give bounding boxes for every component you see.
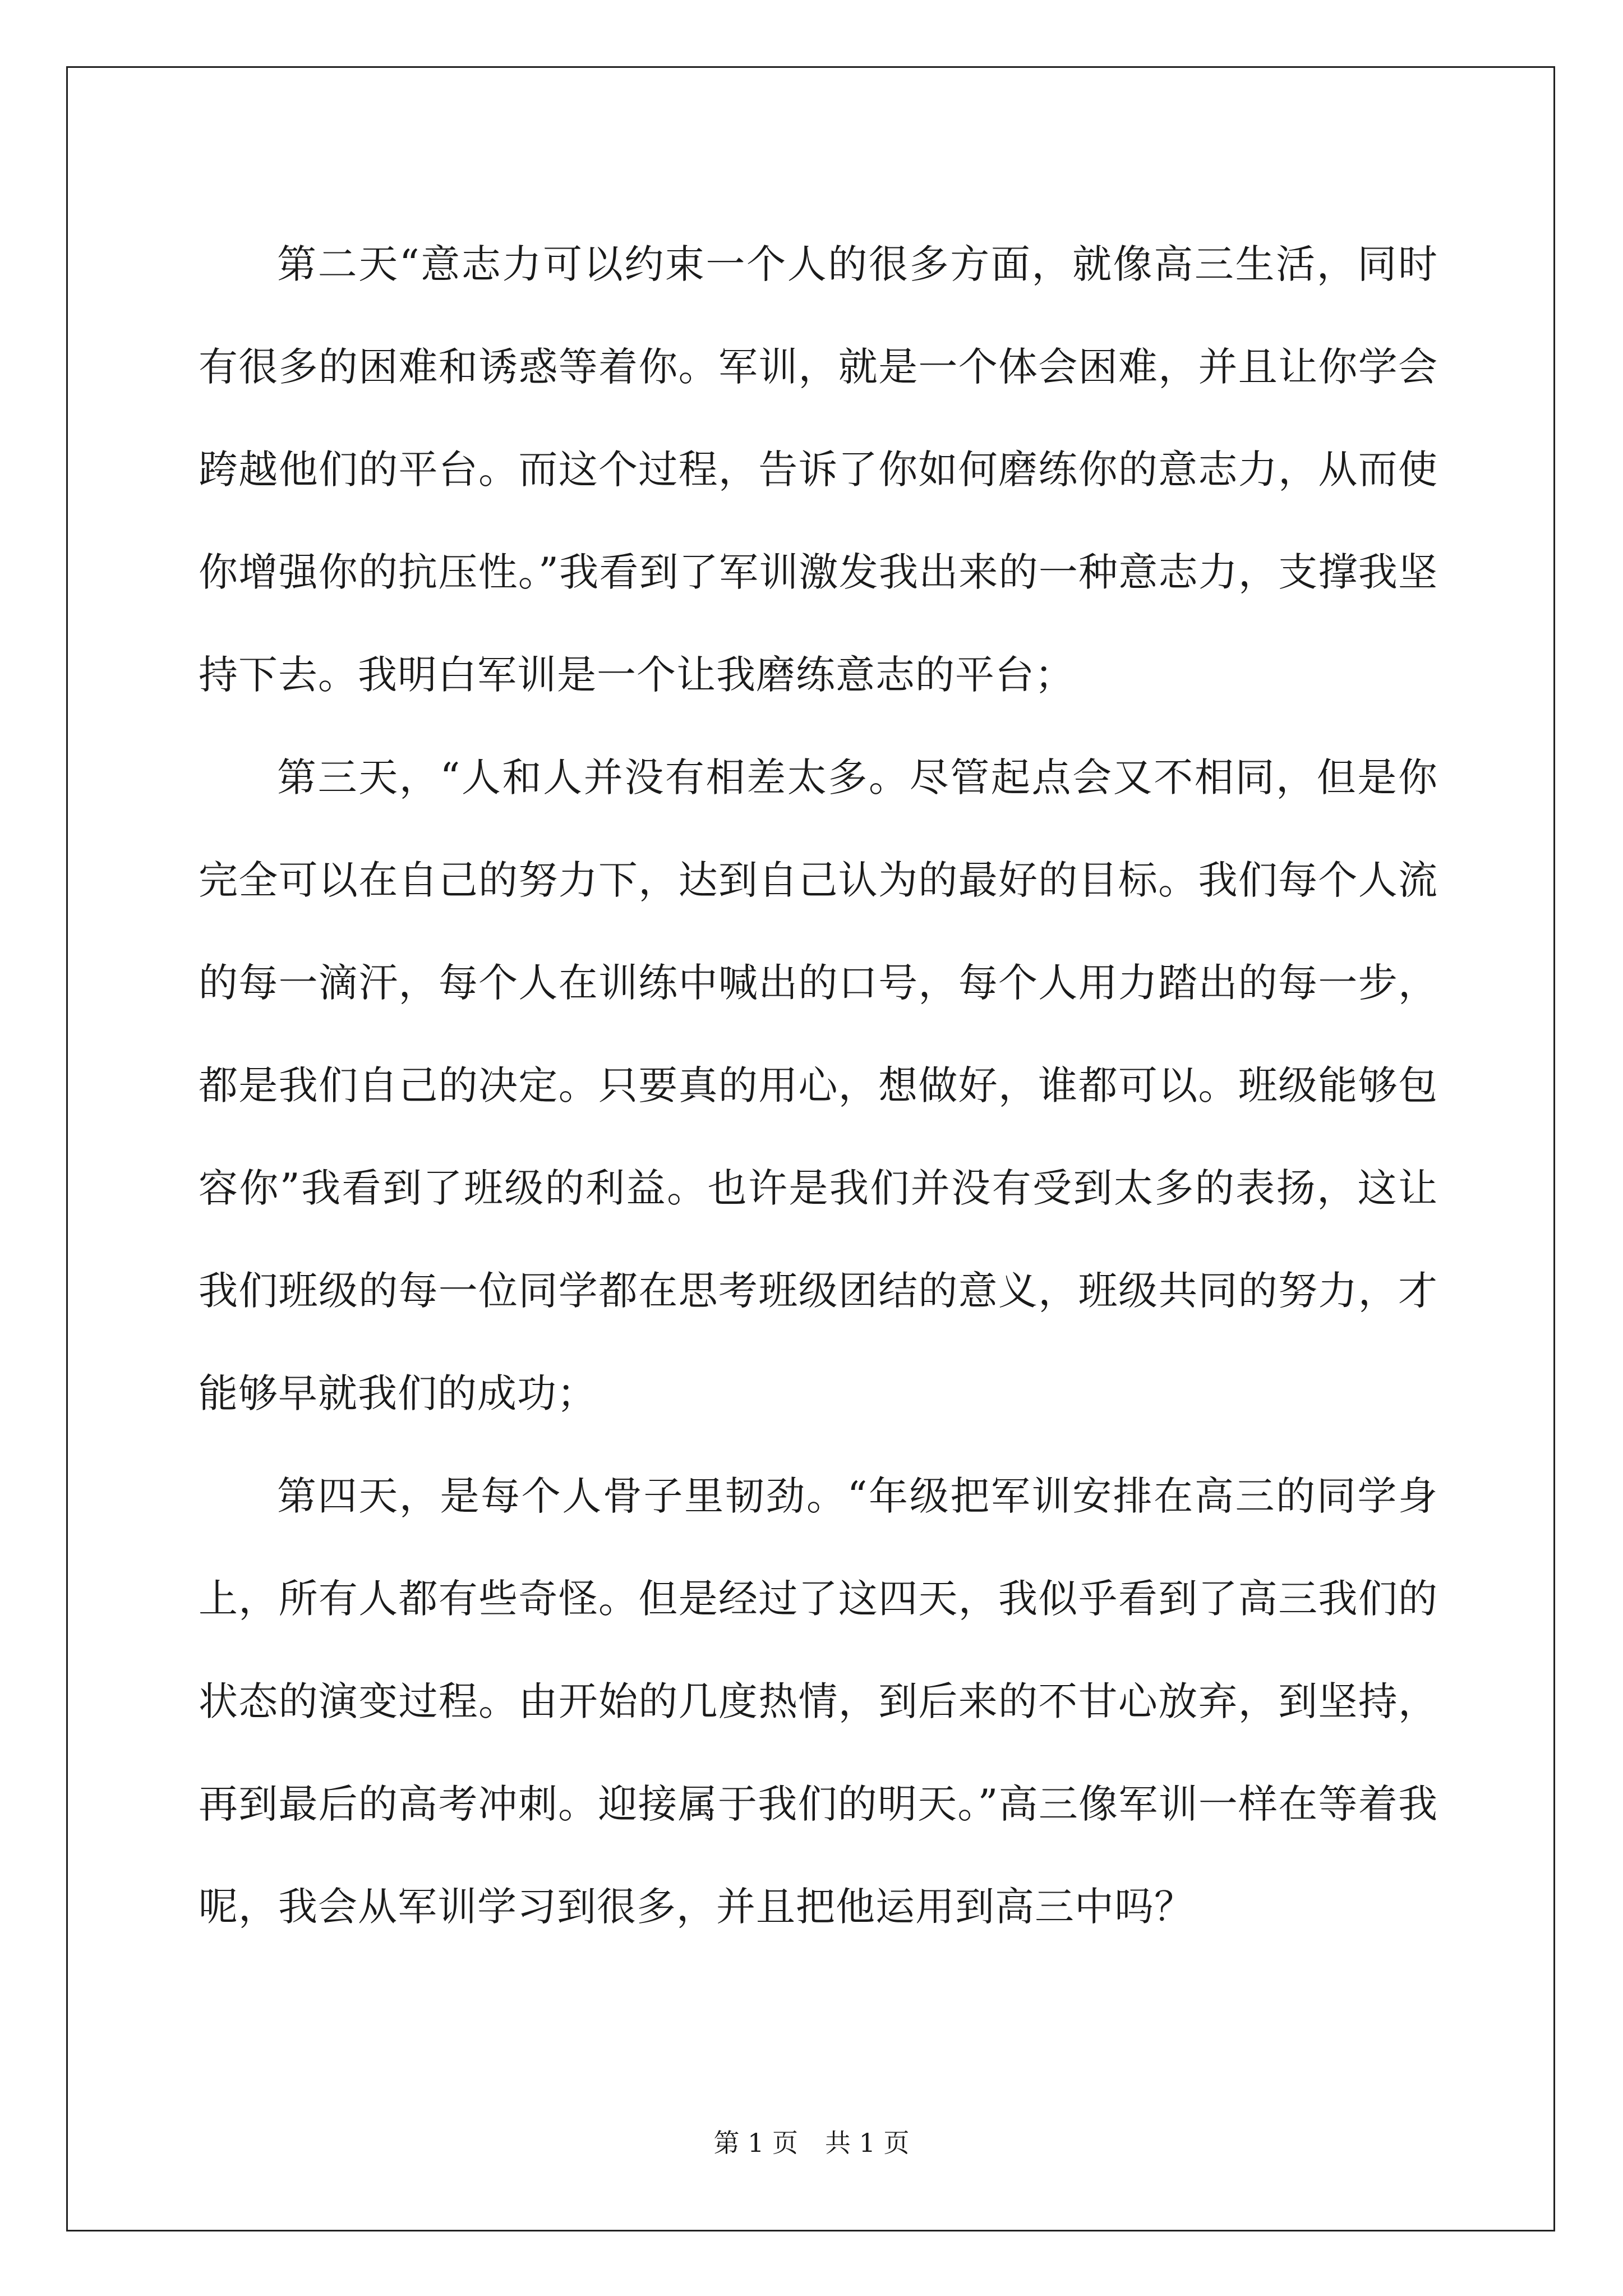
page-footer — [0, 2126, 1623, 2160]
paragraph-day-two: 第二天“意志力可以约束一个人的很多方面，就像高三生活，同时有很多的困难和诱惑等着你。军训，就是一个体会困难，并且让你学会跨越他们的平台。而这个过程，告诉了你如何磨练你的意志力，从而使你增强你的抗压性。”我看到了军训激发我出来的一种意志力，支撑我坚持下去。我明白军训是一个让我磨练意志的平台； — [199, 241, 1438, 698]
paragraph-day-three: 第三天，“人和人并没有相差太多。尽管起点会又不相同，但是你完全可以在自己的努力下，达到自己认为的最好的目标。我们每个人流的每一滴汗，每个人在训练中喊出的口号，每个人用力踏出的每一步，都是我们自己的决定。只要真的用心，想做好，谁都可以。班级能够包容你”我看到了班级的利益。也许是我们并没有受到太多的表扬，这让我们班级的每一位同学都在思考班级团结的意义，班级共同的努力，才能够早就我们的成功； — [199, 754, 1438, 1416]
paragraph-day-four: 第四天，是每个人骨子里韧劲。“年级把军训安排在高三的同学身上，所有人都有些奇怪。但是经过了这四天，我似乎看到了高三我们的状态的演变过程。由开始的几度热情，到后来的不甘心放弃，到坚持，再到最后的高考冲刺。迎接属于我们的明天。”高三像军训一样在等着我呢，我会从军训学习到很多，并且把他运用到高三中吗？ — [199, 1473, 1438, 1930]
page-number: 第 1 页 — [713, 2128, 798, 2158]
document-body — [199, 213, 1438, 1958]
page-count: 共 1 页 — [825, 2128, 910, 2158]
